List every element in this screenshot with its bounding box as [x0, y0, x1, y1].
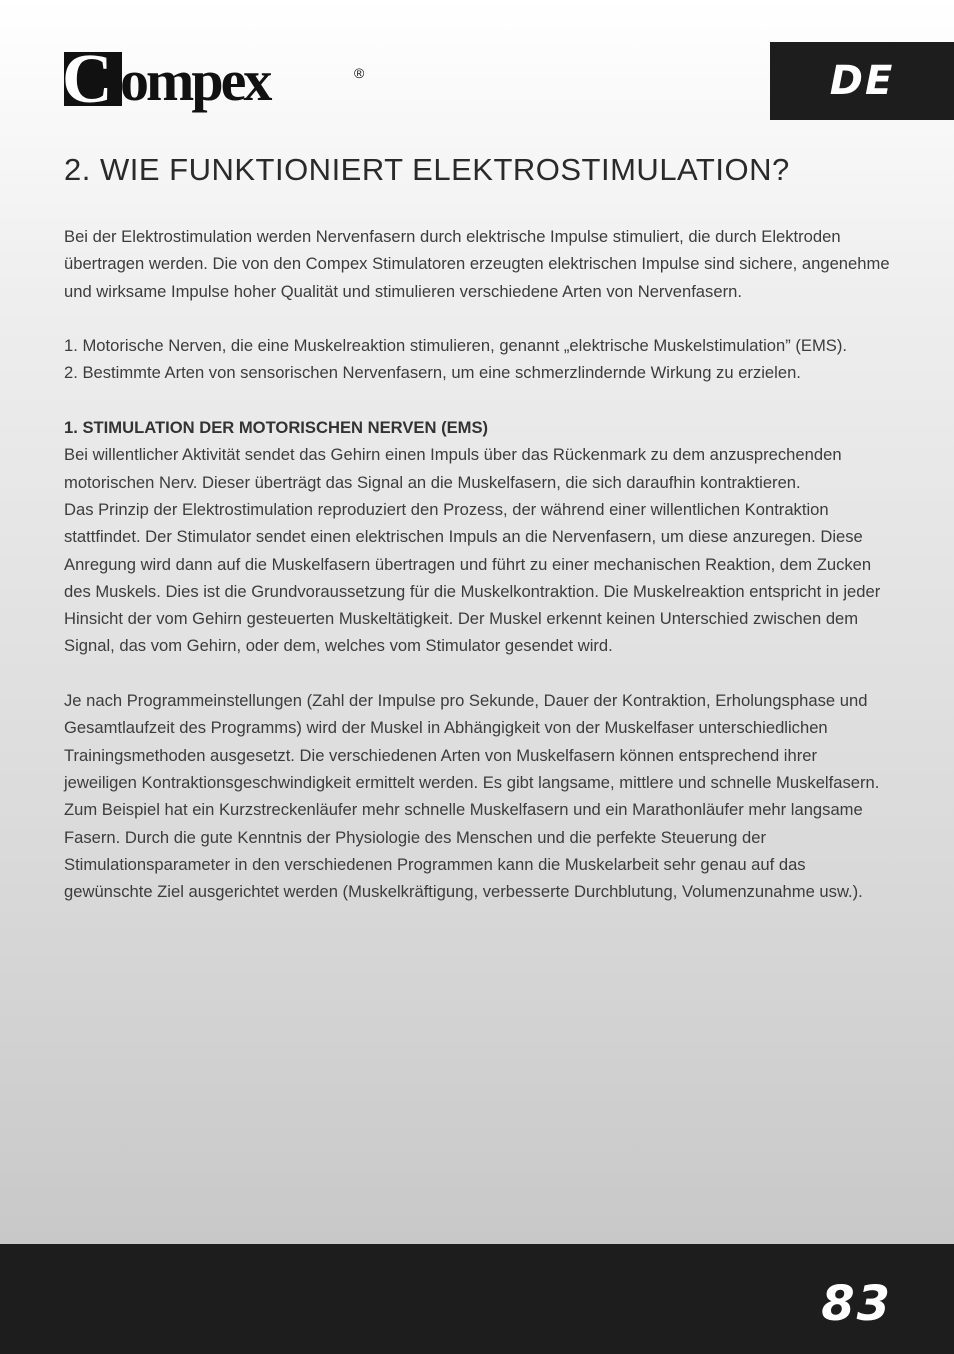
footer-bar	[0, 1244, 954, 1354]
intro-paragraph: Bei der Elektrostimulation werden Nervenfasern durch elektrische Impulse stimuliert, die durch Elektroden übertragen werden. Die von den Compex Stimulatoren erzeugten elektrischen Impulse sind sichere, angenehme und wirksame Impulse hoher Qualität und stimulieren verschiedene Arten von Nervenfasern.	[64, 227, 890, 301]
language-code: DE	[829, 58, 895, 104]
programs-paragraph: Je nach Programmeinstellungen (Zahl der Impulse pro Sekunde, Dauer der Kontraktion, Erholungsphase und Gesamtlaufzeit des Programms) wird der Muskel in Abhängigkeit von der Muskelfaser unterschiedlichen Trainingsmethoden ausgesetzt. Die verschiedenen Arten von Muskelfasern können entsprechend ihrer jeweiligen Kontraktionsgeschwindigkeit ermittelt werden. Es gibt langsame, mittlere und schnelle Muskelfasern. Zum Beispiel hat ein Kurzstreckenläufer mehr schnelle Muskelfasern und ein Marathonläufer mehr langsame Fasern. Durch die gute Kenntnis der Physiologie des Menschen und die perfekte Steuerung der Stimulationsparameter in den verschiedenen Programmen kann die Muskelarbeit sehr genau auf das gewünschte Ziel ausgerichtet werden (Muskelkräftigung, verbesserte Durchblutung, Volumenzunahme usw.).	[64, 691, 880, 902]
motor-paragraph-2: Das Prinzip der Elektrostimulation reproduziert den Prozess, der während einer willentlichen Kontraktion stattfindet. Der Stimulator sendet einen elektrischen Impuls an die Nervenfasern, um diese anzuregen. Diese Anregung wird dann auf die Muskelfasern übertragen und führt zu einer mechanischen Reaktion, dem Zucken des Muskels. Dies ist die Grundvoraussetzung für die Muskelkontraktion. Die Muskelreaktion entspricht in jeder Hinsicht der vom Gehirn gesteuerten Muskeltätigkeit. Der Muskel erkennt keinen Unterschied zwischen dem Signal, das vom Gehirn, oder dem, welches vom Stimulator gesendet wird.	[64, 499, 881, 656]
logo-wordmark: ompex	[120, 48, 270, 113]
svg-text:C: C	[64, 44, 113, 118]
section-title: 2. WIE FUNKTIONIERT ELEKTROSTIMULATION?	[64, 152, 790, 187]
compex-logo	[64, 44, 374, 122]
subheading: 1. STIMULATION DER MOTORISCHEN NERVEN (EMS)	[64, 418, 489, 438]
compex-logo-graphic	[64, 44, 374, 122]
language-badge	[770, 42, 954, 120]
content-body	[64, 223, 894, 905]
registered-mark: ®	[354, 65, 365, 81]
page-number: 83	[821, 1276, 892, 1332]
list-item: 2. Bestimmte Arten von sensorischen Nervenfasern, um eine schmerzlindernde Wirkung zu erzielen.	[64, 363, 801, 383]
motor-paragraph-1: Bei willentlicher Aktivität sendet das Gehirn einen Impuls über das Rückenmark zu dem anzusprechenden motorischen Nerv. Dieser überträgt das Signal an die Muskelfasern, die sich daraufhin kontraktieren.	[64, 445, 842, 492]
list-item: 1. Motorische Nerven, die eine Muskelreaktion stimulieren, genannt „elektrische Muskelstimulation” (EMS).	[64, 336, 847, 356]
